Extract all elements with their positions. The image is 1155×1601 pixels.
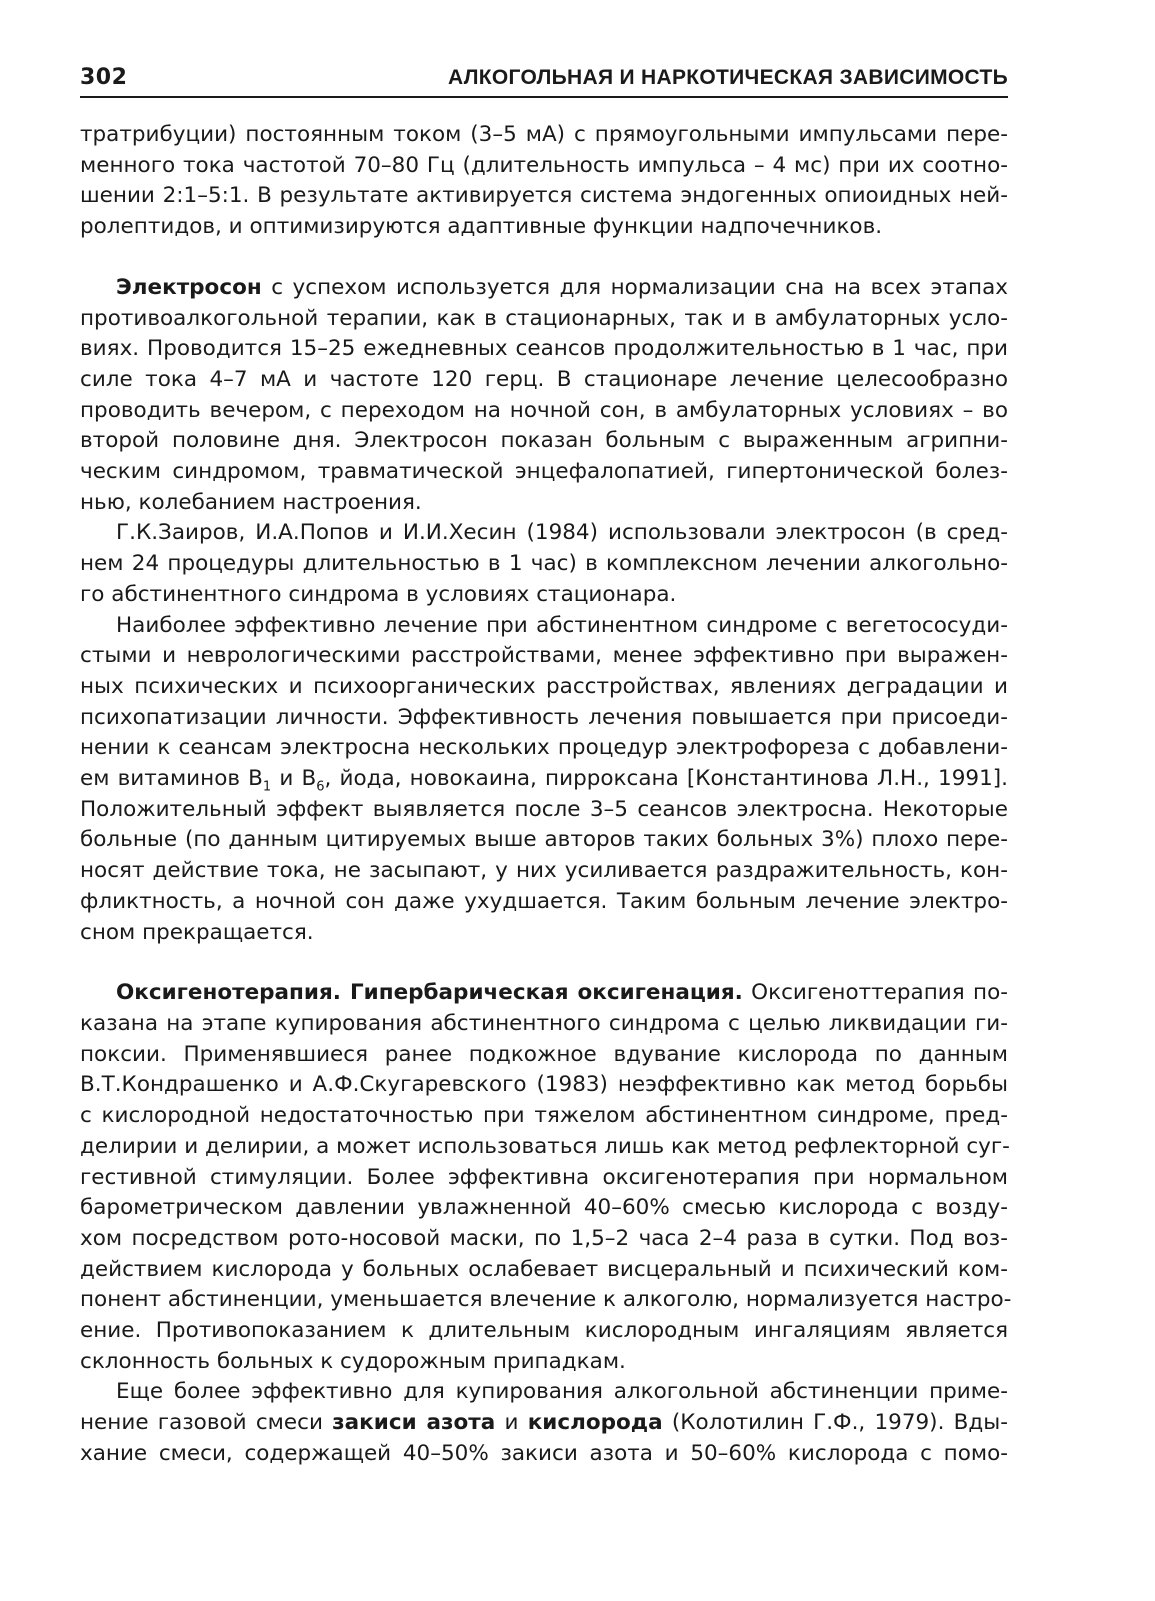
term-nitrous-oxide: закиси азота [332,1410,496,1436]
text-line: Наиболее эффективно лечение при абстинентном синдроме с вегетососуди- [116,612,1008,638]
text-line: сном прекращается. [80,919,314,945]
page-body [80,120,1012,1470]
text-line: проводить вечером, с переходом на ночной сон, в амбулаторных условиях – во [80,397,1008,423]
text-line: понент абстиненции, уменьшается влечение к алкоголю, нормализуется настро- [80,1287,1012,1313]
text-line: поксии. Применявшиеся ранее подкожное вдувание кислорода по данным [80,1041,1008,1067]
text-line: ных психических и психоорганических расстройствах, явлениях деградации и [80,673,1008,699]
text-line: В.Т.Кондрашенко и А.Ф.Скугаревского (1983) неэффективно как метод борьбы [80,1072,1008,1098]
text-line: нении к сеансам электросна нескольких процедур электрофореза с добавлени- [80,735,1008,761]
text-line: менного тока частотой 70–80 Гц (длительность импульса – 4 мс) при их соотно- [80,152,1008,178]
text-run: Оксигеноттерапия по- [742,980,1008,1006]
text-line: стыми и неврологическими расстройствами, менее эффективно при выражен- [80,643,1008,669]
text-run: и [495,1410,528,1436]
text-run: и В [271,766,317,792]
text-line: хание смеси, содержащей 40–50% закиси азота и 50–60% кислорода с помо- [80,1440,1008,1466]
text-line: нью, колебанием настроения. [80,489,422,515]
term-oxygen-therapy: Оксигенотерапия. Гипербарическая оксигенация. [116,980,743,1006]
paragraph-1 [80,120,1008,243]
text-line: барометрическом давлении увлажненной 40–60% смесью кислорода с возду- [80,1195,1008,1221]
text-line: гестивной стимуляции. Более эффективна оксигенотерапия при нормальном [80,1164,1008,1190]
text-line: хом посредством рото-носовой маски, по 1,5–2 часа 2–4 раза в сутки. Под воз- [80,1225,1008,1251]
text-line: ение. Противопоказанием к длительным кислородным ингаляциям является [80,1318,1008,1344]
text-run: нение газовой смеси [80,1410,333,1436]
term-oxygen: кислорода [527,1410,663,1436]
text-line: склонность больных к судорожным припадкам. [80,1348,626,1374]
term-electrosleep: Электросон [116,274,262,300]
paragraph-4 [80,611,1008,949]
text-line: второй половине дня. Электросон показан больным с выраженным агрипни- [80,428,1008,454]
text-line [80,978,1008,1009]
text-line: фликтность, а ночной сон даже ухудшается. Таким больным лечение электро- [80,888,1008,914]
text-line: с кислородной недостаточностью при тяжелом абстинентном синдроме, пред- [80,1103,1008,1129]
text-line: Г.К.Заиров, И.А.Попов и И.И.Хесин (1984) использовали электросон (в сред- [116,520,1008,546]
text-run: ем витаминов В [80,766,263,792]
text-line: психопатизации личности. Эффективность лечения повышается при присоеди- [80,704,1008,730]
text-line: Положительный эффект выявляется после 3–5 сеансов электросна. Некоторые [80,796,1008,822]
text-run: , йода, новокаина, пирроксана [Константинова Л.Н., 1991]. [324,766,1008,792]
section-gap [80,948,1008,978]
text-line [80,764,1008,795]
text-line: виях. Проводится 15–25 ежедневных сеансов продолжительностью в 1 час, при [80,336,1008,362]
section-gap [80,243,1008,273]
paragraph-3 [80,518,1008,610]
text-line: шении 2:1–5:1. В результате активируется система эндогенных опиоидных ней- [80,183,1008,209]
text-line: нем 24 процедуры длительностью в 1 час) в комплексном лечении алкогольно- [80,551,1008,577]
paragraph-6 [80,1377,1008,1469]
text-line: силе тока 4–7 мА и частоте 120 герц. В стационаре лечение целесообразно [80,366,1008,392]
text-line: больные (по данным цитируемых выше авторов таких больных 3%) плохо пере- [80,827,1008,853]
text-line: носят действие тока, не засыпают, у них усиливается раздражительность, кон- [80,858,1008,884]
text-line: го абстинентного синдрома в условиях стационара. [80,581,677,607]
running-title: АЛКОГОЛЬНАЯ И НАРКОТИЧЕСКАЯ ЗАВИСИМОСТЬ [448,66,1008,89]
text-line: ческим синдромом, травматической энцефалопатией, гипертонической болез- [80,459,1008,485]
text-line: противоалкогольной терапии, как в стационарных, так и в амбулаторных усло- [80,305,1008,331]
page-number: 302 [80,65,128,90]
text-line: ролептидов, и оптимизируются адаптивные функции надпочечников. [80,214,883,240]
page-header [80,56,1008,98]
text-line: действием кислорода у больных ослабевает висцеральный и психический ком- [80,1256,1008,1282]
text-line: делирии и делирии, а может использоваться лишь как метод рефлекторной суг- [80,1133,1010,1159]
text-line: казана на этапе купирования абстинентного синдрома с целью ликвидации ги- [80,1010,1008,1036]
text-run: (Колотилин Г.Ф., 1979). Вды- [662,1410,1008,1436]
text-line [80,273,1008,304]
paragraph-electrosleep [80,273,1008,519]
text-line: Еще более эффективно для купирования алкогольной абстиненции приме- [116,1379,1008,1405]
subscript: 6 [316,779,325,795]
text-line: тратрибуции) постоянным током (3–5 мА) с прямоугольными импульсами пере- [80,122,1008,147]
text-run: с успехом используется для нормализации сна на всех этапах [261,274,1008,300]
paragraph-oxygen [80,978,1012,1377]
subscript: 1 [262,779,272,795]
text-line [80,1408,1008,1439]
